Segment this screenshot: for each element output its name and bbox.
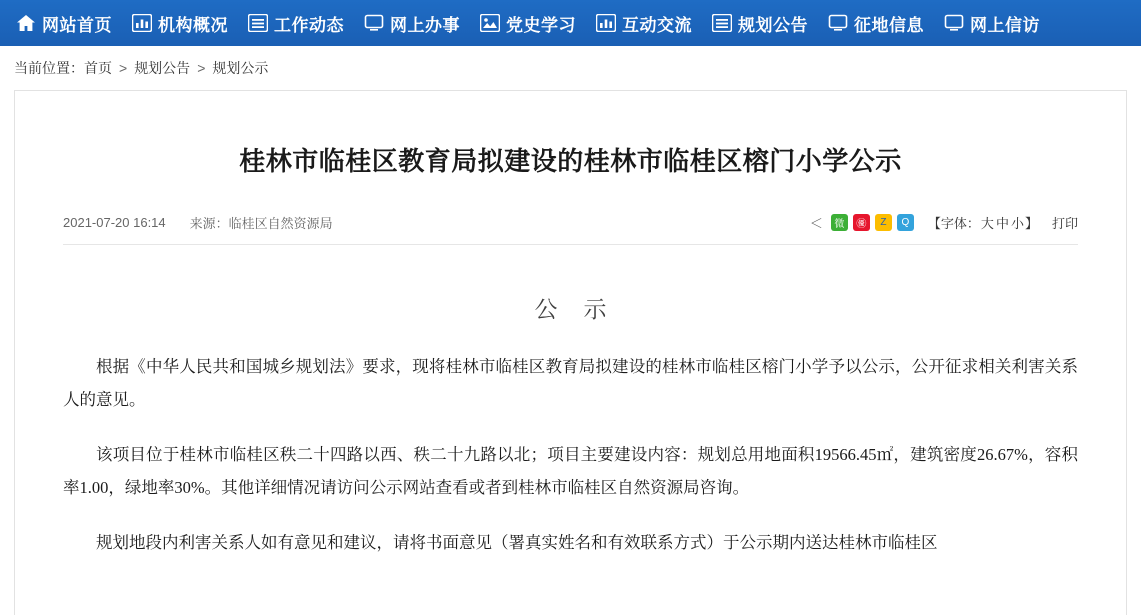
article-paragraph: 该项目位于桂林市临桂区秩二十四路以西、秩二十九路以北；项目主要建设内容：规划总用地面积19566.45㎡，建筑密度26.67%，容积率1.00，绿地率30%。其他详细情况请访问公示网站查看或者到桂林市临桂区自然资源局咨询。 (63, 445, 1078, 498)
nav-label: 互动交流 (622, 15, 692, 35)
chart-bars-icon (132, 13, 152, 33)
breadcrumb-item-home[interactable]: 首页 (84, 60, 112, 76)
breadcrumb-separator: > (119, 60, 128, 76)
font-size-suffix: 】 (1024, 216, 1038, 232)
nav-item-online-petition[interactable] (934, 0, 1050, 46)
nav-label: 征地信息 (854, 15, 924, 35)
nav-item-planning-announcement[interactable] (702, 0, 818, 46)
article-meta-row (63, 213, 1078, 245)
publish-date: 2021-07-20 16:14 (63, 215, 166, 231)
article-card (14, 90, 1127, 615)
image-icon (480, 13, 500, 33)
list-icon (248, 13, 268, 33)
weibo-icon[interactable]: ㊝ (853, 214, 870, 231)
breadcrumb (0, 46, 1141, 90)
chart-bars-icon (596, 13, 616, 33)
monitor-icon (364, 13, 384, 33)
nav-label: 机构概况 (158, 15, 228, 35)
font-size-small[interactable]: 小 (1010, 216, 1024, 232)
nav-label: 网上办事 (390, 15, 460, 35)
breadcrumb-item-planning-publicity[interactable]: 规划公示 (212, 60, 269, 76)
nav-label: 规划公告 (738, 15, 808, 35)
page-title: 桂林市临桂区教育局拟建设的桂林市临桂区榕门小学公示 (239, 146, 902, 176)
wechat-icon[interactable]: 微 (831, 214, 848, 231)
nav-label: 网站首页 (42, 15, 112, 35)
font-size-switcher (928, 213, 1038, 232)
monitor-icon (828, 13, 848, 33)
nav-item-party-history-study[interactable] (470, 0, 586, 46)
print-button[interactable]: 打印 (1051, 216, 1078, 232)
article-paragraph: 规划地段内利害关系人如有意见和建议，请将书面意见（署真实姓名和有效联系方式）于公示期内送达桂林市临桂区 (96, 533, 938, 553)
article-paragraph: 根据《中华人民共和国城乡规划法》要求，现将桂林市临桂区教育局拟建设的桂林市临桂区榕门小学予以公示，公开征求相关利害关系人的意见。 (63, 357, 1078, 410)
nav-item-organization-overview[interactable] (122, 0, 238, 46)
home-icon (16, 13, 36, 33)
monitor-icon (944, 13, 964, 33)
font-size-prefix: 【字体： (927, 216, 980, 232)
share-icon[interactable]: ＜ (809, 216, 823, 232)
nav-item-interactive-exchange[interactable] (586, 0, 702, 46)
nav-item-online-services[interactable] (354, 0, 470, 46)
nav-label: 党史学习 (506, 15, 576, 35)
breadcrumb-item-planning-announcement[interactable]: 规划公告 (134, 60, 191, 76)
qq-icon[interactable]: Q (897, 214, 914, 231)
article-body-heading: 公示 (534, 297, 633, 323)
share-group (810, 213, 914, 232)
breadcrumb-prefix: 当前位置： (14, 60, 84, 76)
font-size-large[interactable]: 大 (980, 216, 994, 232)
nav-item-website-home[interactable] (6, 0, 122, 46)
list-icon (712, 13, 732, 33)
qzone-icon[interactable]: Z (875, 214, 892, 231)
nav-item-work-updates[interactable] (238, 0, 354, 46)
main-navigation (0, 0, 1141, 46)
breadcrumb-separator: > (197, 60, 206, 76)
nav-label: 网上信访 (970, 15, 1040, 35)
nav-label: 工作动态 (274, 15, 344, 35)
nav-item-land-acquisition-info[interactable] (818, 0, 934, 46)
article-source: 来源：临桂区自然资源局 (189, 216, 333, 232)
font-size-medium[interactable]: 中 (995, 216, 1009, 232)
